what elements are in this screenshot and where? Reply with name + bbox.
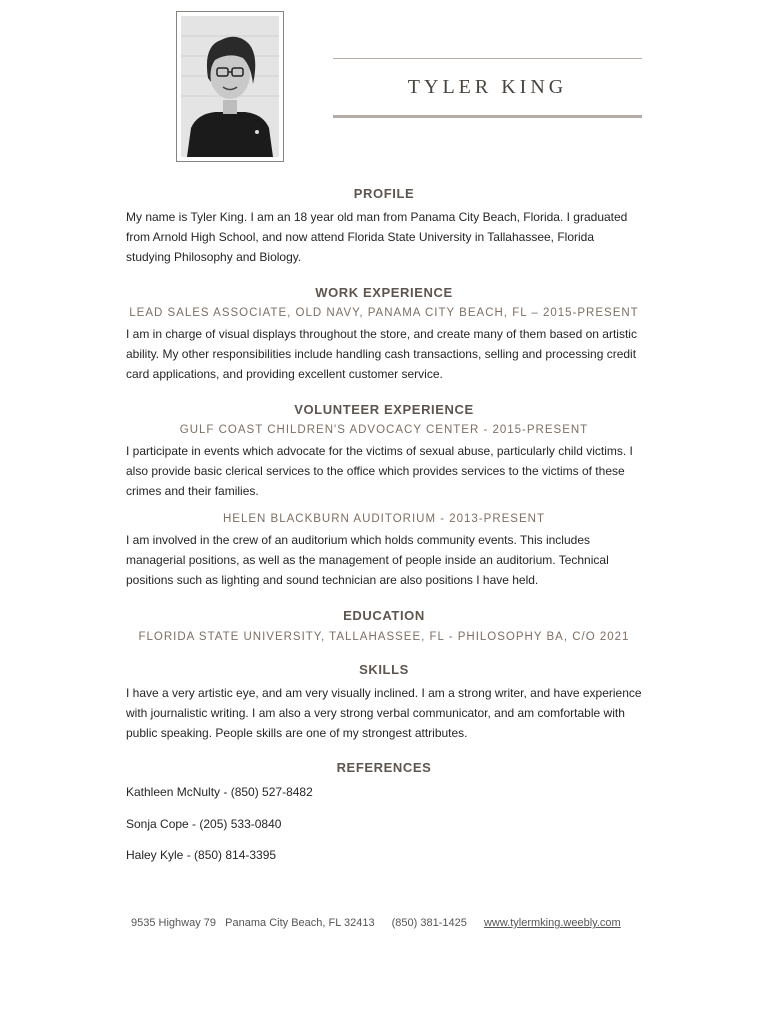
volunteer-experience-heading: VOLUNTEER EXPERIENCE: [294, 402, 474, 417]
work-description: I am in charge of visual displays throughout the store, and create many of them based on artistic ability. My other responsibilities include handling cash transactions, selling and processing credit card applications, and providing excellent customer service.: [126, 327, 637, 381]
education-entry: FLORIDA STATE UNIVERSITY, TALLAHASSEE, FL - PHILOSOPHY BA, C/O 2021: [138, 631, 630, 643]
portrait-photo: [181, 16, 279, 157]
name-rule-bottom: [333, 115, 642, 118]
name-rule-top: [333, 58, 642, 59]
volunteer-entry-heading: GULF COAST CHILDREN'S ADVOCACY CENTER - 2015-PRESENT: [179, 424, 589, 436]
profile-photo-frame: [176, 11, 284, 162]
name-heading: TYLER KING: [407, 76, 568, 98]
skills-heading: SKILLS: [359, 662, 409, 677]
footer-phone: (850) 381-1425: [391, 917, 467, 929]
portrait-icon: [181, 16, 279, 157]
website-link[interactable]: www.tylermking.weebly.com: [483, 917, 621, 929]
work-experience-heading: WORK EXPERIENCE: [315, 285, 453, 300]
footer-contact: [131, 917, 621, 929]
volunteer-entry-text: I participate in events which advocate for the victims of sexual abuse, particularly child victims. I also provide basic clerical services to the office which provides services to the victims of these crimes and their families.: [126, 444, 633, 498]
profile-heading: PROFILE: [353, 186, 415, 201]
reference-item: Kathleen McNulty - (850) 527-8482: [126, 785, 313, 799]
profile-text: My name is Tyler King. I am an 18 year old man from Panama City Beach, Florida. I graduated from Arnold High School, and now attend Florida State University in Tallahassee, Florida studying Philosophy and Biology.: [126, 210, 628, 264]
reference-item: Haley Kyle - (850) 814-3395: [126, 848, 277, 862]
references-heading: REFERENCES: [336, 760, 432, 775]
work-position: LEAD SALES ASSOCIATE, OLD NAVY, PANAMA CITY BEACH, FL – 2015-PRESENT: [129, 307, 639, 319]
reference-item: Sonja Cope - (205) 533-0840: [126, 817, 282, 831]
education-heading: EDUCATION: [343, 608, 425, 623]
volunteer-entry-text: I am involved in the crew of an auditorium which holds community events. This includes managerial positions, as well as the management of people inside an auditorium. Technical positions such as lighting and sound technician are also positions I have held.: [126, 533, 609, 587]
volunteer-entry-heading: HELEN BLACKBURN AUDITORIUM - 2013-PRESENT: [223, 513, 545, 525]
skills-text: I have a very artistic eye, and am very visually inclined. I am a strong writer, and have experience with journalistic writing. I am also a very strong verbal communicator, and am comfortable with public speaking. People skills are one of my strongest attributes.: [126, 686, 642, 740]
footer-address: 9535 Highway 79 Panama City Beach, FL 32413: [131, 917, 375, 929]
